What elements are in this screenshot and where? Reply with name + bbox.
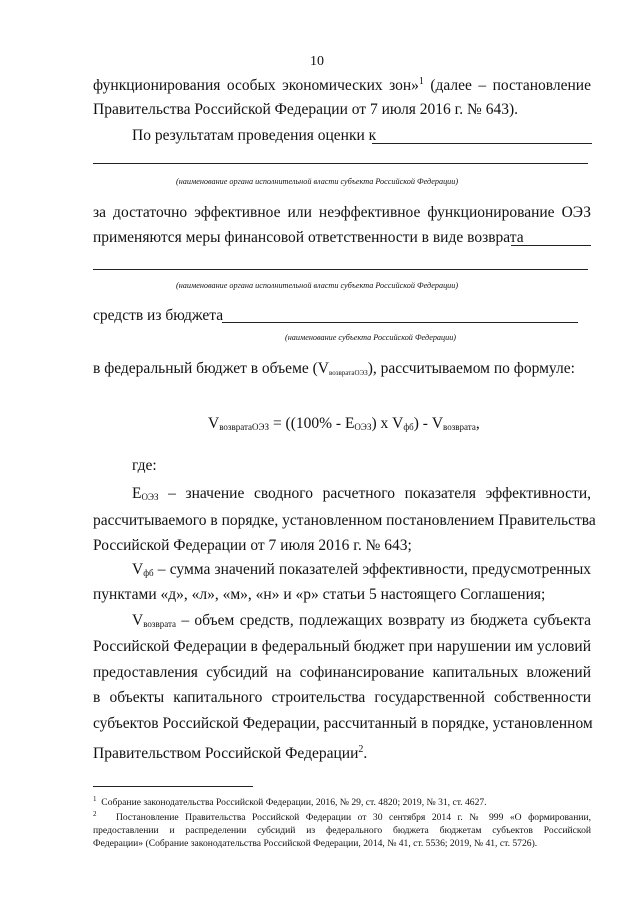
intro-line-1: функционирования особых экономических зон»$^1$ (далее – постановление	[93, 76, 591, 94]
caption-authority-1: (наименование органа исполнительной власти субъекта Российской Федерации)	[176, 177, 459, 186]
federal-budget-line: в федеральный бюджет в объеме $(V_{возвратаОЭЗ})$, рассчитываемом по формуле:	[93, 360, 575, 377]
blank-line-3	[222, 322, 578, 323]
def-e-line-2: рассчитываемого в порядке, установленном постановлением Правительства	[93, 512, 596, 529]
def-vv-line-5: субъектов Российской Федерации, рассчитанный в порядке, установленном	[93, 715, 593, 732]
caption-authority-2: (наименование органа исполнительной власти субъекта Российской Федерации)	[176, 281, 459, 290]
def-vfb-line-1: $V_{фб}$ – сумма значений показателей эффективности, предусмотренных	[132, 561, 591, 578]
blank-line-1a	[372, 143, 592, 144]
def-vv-line-6: Правительством Российской Федерации$^2$.	[93, 744, 368, 762]
def-vv-line-1: $V_{возврата}$ – объем средств, подлежащих возврату из бюджета субъекта	[132, 612, 591, 629]
def-e-line-3: Российской Федерации от 7 июля 2016 г. № 643;	[93, 537, 412, 554]
def-vv-line-3: предоставления субсидий на софинансирование капитальных вложений	[93, 664, 591, 681]
def-vv-line-4: в объекты капитального строительства государственной собственности	[93, 689, 591, 706]
assessment-line-b: применяются меры финансовой ответственности в виде возврата	[93, 229, 524, 246]
funds-lead: средств из бюджета	[93, 307, 224, 324]
assessment-lead: По результатам проведения оценки к	[132, 127, 377, 144]
where-label: где:	[132, 457, 157, 474]
footnote-separator	[93, 786, 253, 787]
page-number: 10	[310, 54, 324, 69]
footnote-2: $^2$ Постановление Правительства Российской Федерации от 30 сентября 2014 г. № 999 «О формировании, предоставлении и распределении субсидий из федерального бюджета бюджетам субъектов Российской Федерации» (Собрание законодательства Российской Федерации, 2014, № 41, ст. 5536; 2019, № 41, ст. 5726).	[93, 810, 591, 849]
formula: $V_{возвратаОЭЗ} = ((100\% - Е_{ОЭЗ})$ х $V_{фб}) - V_{возврата}$,	[208, 415, 480, 432]
caption-subject: (наименование субъекта Российской Федерации)	[285, 333, 457, 342]
blank-line-2a	[511, 245, 591, 246]
footnote-1: $^1$ Собрание законодательства Российской Федерации, 2016, № 29, ст. 4820; 2019, № 31, ст. 4627.	[93, 795, 487, 808]
assessment-line-a: за достаточно эффективное или неэффективное функционирование ОЭЗ	[93, 204, 591, 221]
def-e-line-1: $Е_{ОЭЗ}$ – значение сводного расчетного показателя эффективности,	[132, 485, 591, 502]
blank-line-2b	[93, 269, 588, 270]
def-vv-line-2: Российской Федерации в федеральный бюджет при нарушении им условий	[93, 638, 591, 655]
intro-line-2: Правительства Российской Федерации от 7 июля 2016 г. № 643).	[93, 101, 518, 118]
blank-line-1b	[93, 163, 588, 164]
def-vfb-line-2: пунктами «д», «л», «м», «н» и «р» статьи 5 настоящего Соглашения;	[93, 586, 546, 603]
